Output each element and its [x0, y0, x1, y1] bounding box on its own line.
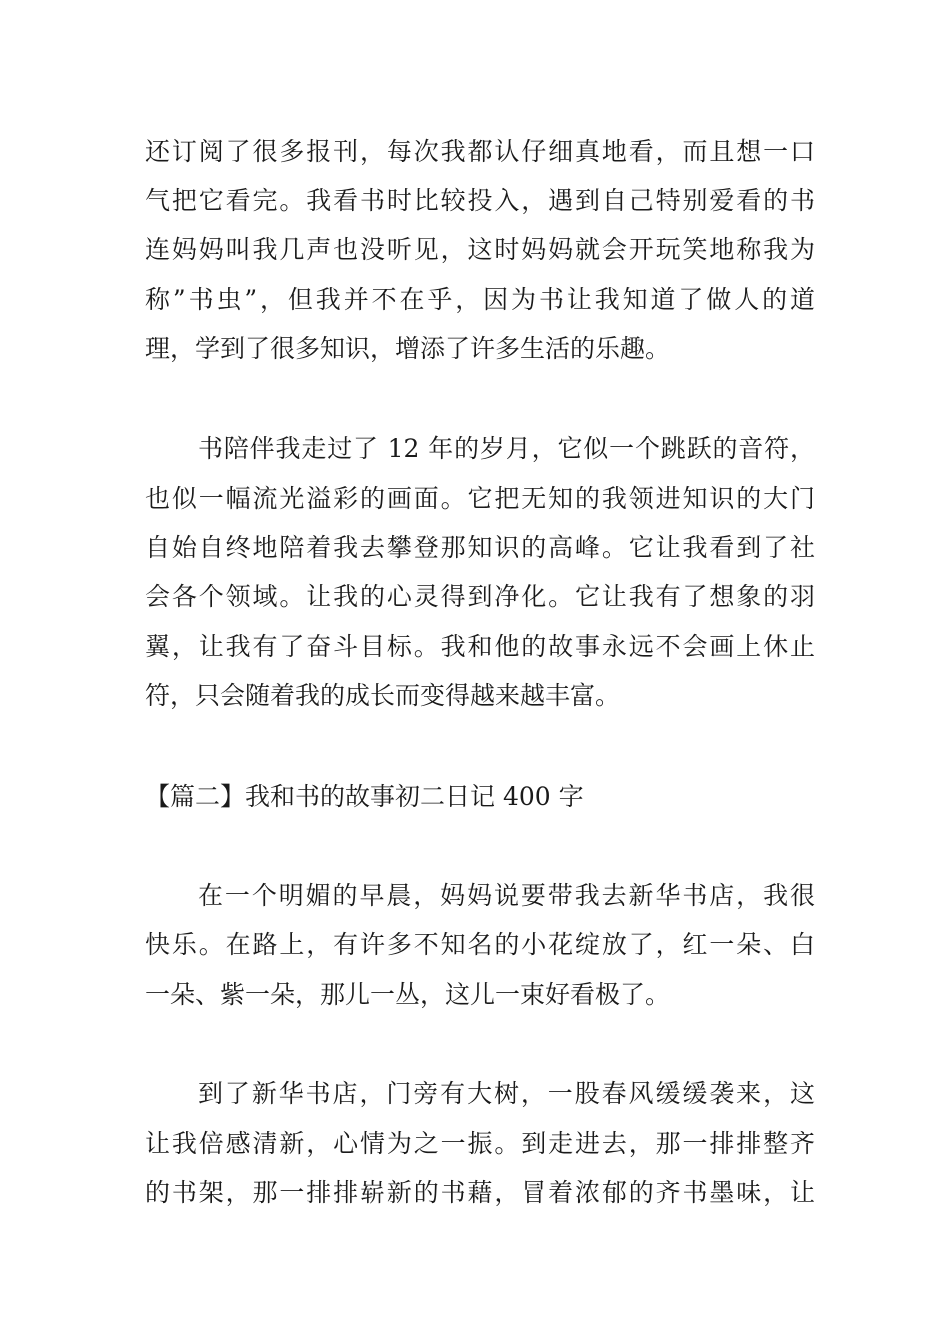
- paragraph-line: 会各个领域。让我的心灵得到净化。它让我有了想象的羽: [145, 582, 815, 611]
- paragraph-line: 称”书虫”，但我并不在乎，因为书让我知道了做人的道: [145, 285, 815, 314]
- paragraph-line: 也似一幅流光溢彩的画面。它把无知的我领进知识的大门: [145, 484, 815, 513]
- paragraph-line: 快乐。在路上，有许多不知名的小花绽放了，红一朵、白: [145, 930, 815, 959]
- section-heading: 【篇二】我和书的故事初二日记 400 字: [145, 782, 584, 811]
- paragraph-line: 符，只会随着我的成长而变得越来越丰富。: [145, 681, 621, 710]
- paragraph-line: 翼，让我有了奋斗目标。我和他的故事永远不会画上休止: [145, 632, 815, 661]
- paragraph-line: 到了新华书店，门旁有大树，一股春风缓缓袭来，这: [198, 1079, 815, 1108]
- paragraph-line: 在一个明媚的早晨，妈妈说要带我去新华书店，我很: [198, 881, 815, 910]
- paragraph-line: 还订阅了很多报刊，每次我都认仔细真地看，而且想一口: [145, 137, 815, 166]
- paragraph-line: 气把它看完。我看书时比较投入，遇到自己特别爱看的书: [145, 186, 815, 215]
- paragraph-line: 的书架，那一排排崭新的书藉，冒着浓郁的齐书墨味，让: [145, 1178, 815, 1207]
- paragraph-line: 一朵、紫一朵，那儿一丛，这儿一束好看极了。: [145, 980, 671, 1009]
- paragraph-line: 书陪伴我走过了 12 年的岁月，它似一个跳跃的音符，: [198, 434, 815, 463]
- paragraph-line: 连妈妈叫我几声也没听见，这时妈妈就会开玩笑地称我为: [145, 235, 815, 264]
- paragraph-line: 让我倍感清新，心情为之一振。到走进去，那一排排整齐: [145, 1129, 815, 1158]
- paragraph-line: 理，学到了很多知识，增添了许多生活的乐趣。: [145, 334, 671, 363]
- paragraph-line: 自始自终地陪着我去攀登那知识的高峰。它让我看到了社: [145, 533, 815, 562]
